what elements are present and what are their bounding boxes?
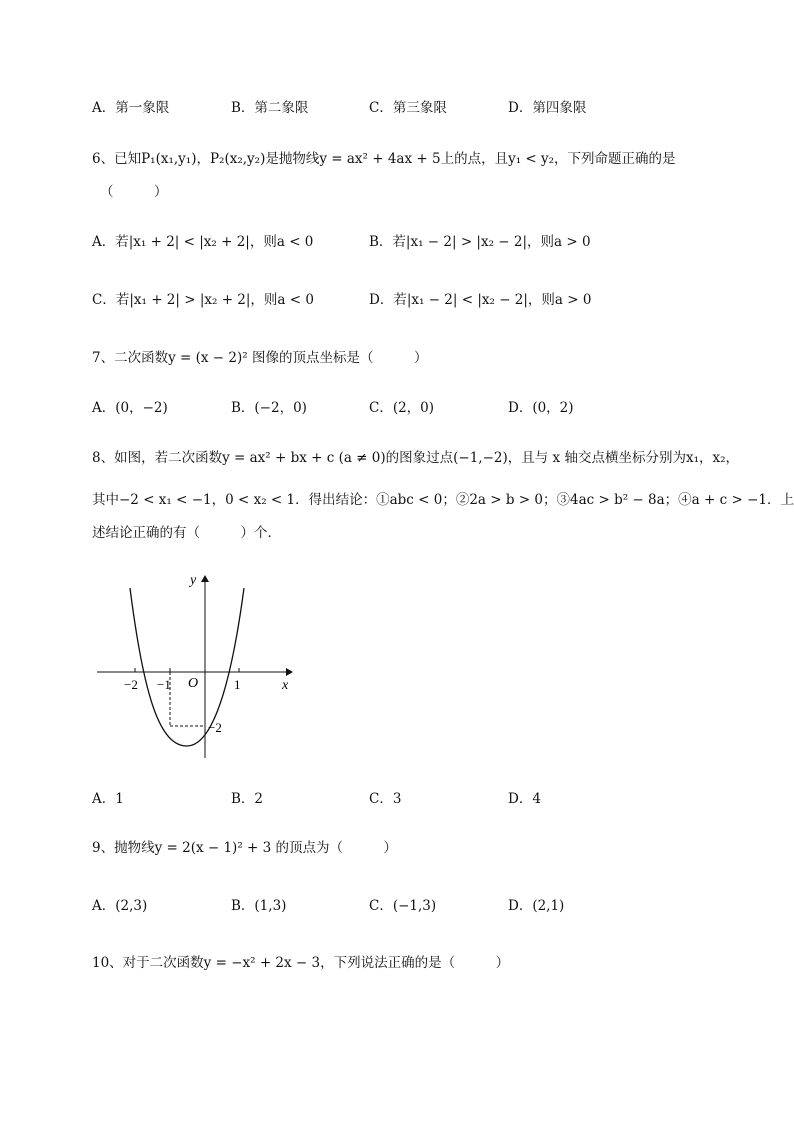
q9-option-a: A．(2,3) — [92, 898, 148, 914]
x-axis-label: x — [282, 678, 289, 693]
y-axis-label: y — [190, 573, 197, 588]
q7-option-d: D．(0，2) — [508, 400, 574, 416]
q6-answer-paren: （ ） — [100, 184, 168, 200]
origin-label: O — [188, 676, 199, 691]
q6-stem: 6、已知P₁(x₁,y₁)，P₂(x₂,y₂)是抛物线y = ax² + 4ax + 5上的点，且y₁ < y₂，下列命题正确的是 — [92, 151, 676, 167]
q8-option-a: A．1 — [92, 791, 124, 807]
q6-option-b: B．若|x₁ − 2| > |x₂ − 2|，则a > 0 — [369, 234, 591, 250]
tick-label-minus-2: −2 — [124, 677, 138, 692]
q6-option-a: A．若|x₁ + 2| < |x₂ + 2|，则a < 0 — [92, 234, 314, 250]
q8-option-b: B．2 — [231, 791, 264, 807]
q6-option-c: C．若|x₁ + 2| > |x₂ + 2|，则a < 0 — [92, 292, 314, 308]
tick-label-1: 1 — [234, 677, 241, 692]
q8-stem-line2: 其中−2 < x₁ < −1，0 < x₂ < 1．得出结论：①abc < 0；②2a > b > 0；③4ac > b² − 8a；④a + c > −1．上 — [92, 492, 794, 508]
q7-option-c: C．(2，0) — [369, 400, 435, 416]
q9-option-c: C．(−1,3) — [369, 898, 437, 914]
q5-option-a: A．第一象限 — [92, 100, 170, 116]
tick-label-minus-1: −1 — [157, 677, 171, 692]
q7-stem: 7、二次函数y = (x − 2)² 图像的顶点坐标是（ ） — [92, 350, 428, 366]
q9-option-b: B．(1,3) — [231, 898, 287, 914]
q8-option-c: C．3 — [369, 791, 402, 807]
q5-option-d: D．第四象限 — [508, 100, 587, 116]
parabola-curve — [130, 588, 244, 746]
q6-option-d: D．若|x₁ − 2| < |x₂ − 2|，则a > 0 — [369, 292, 592, 308]
q5-option-c: C．第三象限 — [369, 100, 447, 116]
q8-stem-line3: 述结论正确的有（ ）个． — [92, 525, 281, 541]
q9-stem: 9、抛物线y = 2(x − 1)² + 3 的顶点为（ ） — [92, 840, 398, 856]
q8-parabola-graph — [92, 568, 302, 768]
q8-option-d: D．4 — [508, 791, 541, 807]
q10-stem: 10、对于二次函数y = −x² + 2x − 3，下列说法正确的是（ ） — [92, 955, 510, 971]
q7-option-a: A．(0，−2) — [92, 400, 168, 416]
q8-stem-line1: 8、如图，若二次函数y = ax² + bx + c (a ≠ 0)的图象过点(−1,−2)，且与 x 轴交点横坐标分别为x₁，x₂， — [92, 450, 740, 466]
q9-option-d: D．(2,1) — [508, 898, 565, 914]
q7-option-b: B．(−2，0) — [231, 400, 307, 416]
y-value-label-minus-2: −2 — [208, 720, 222, 735]
q5-option-b: B．第二象限 — [231, 100, 309, 116]
